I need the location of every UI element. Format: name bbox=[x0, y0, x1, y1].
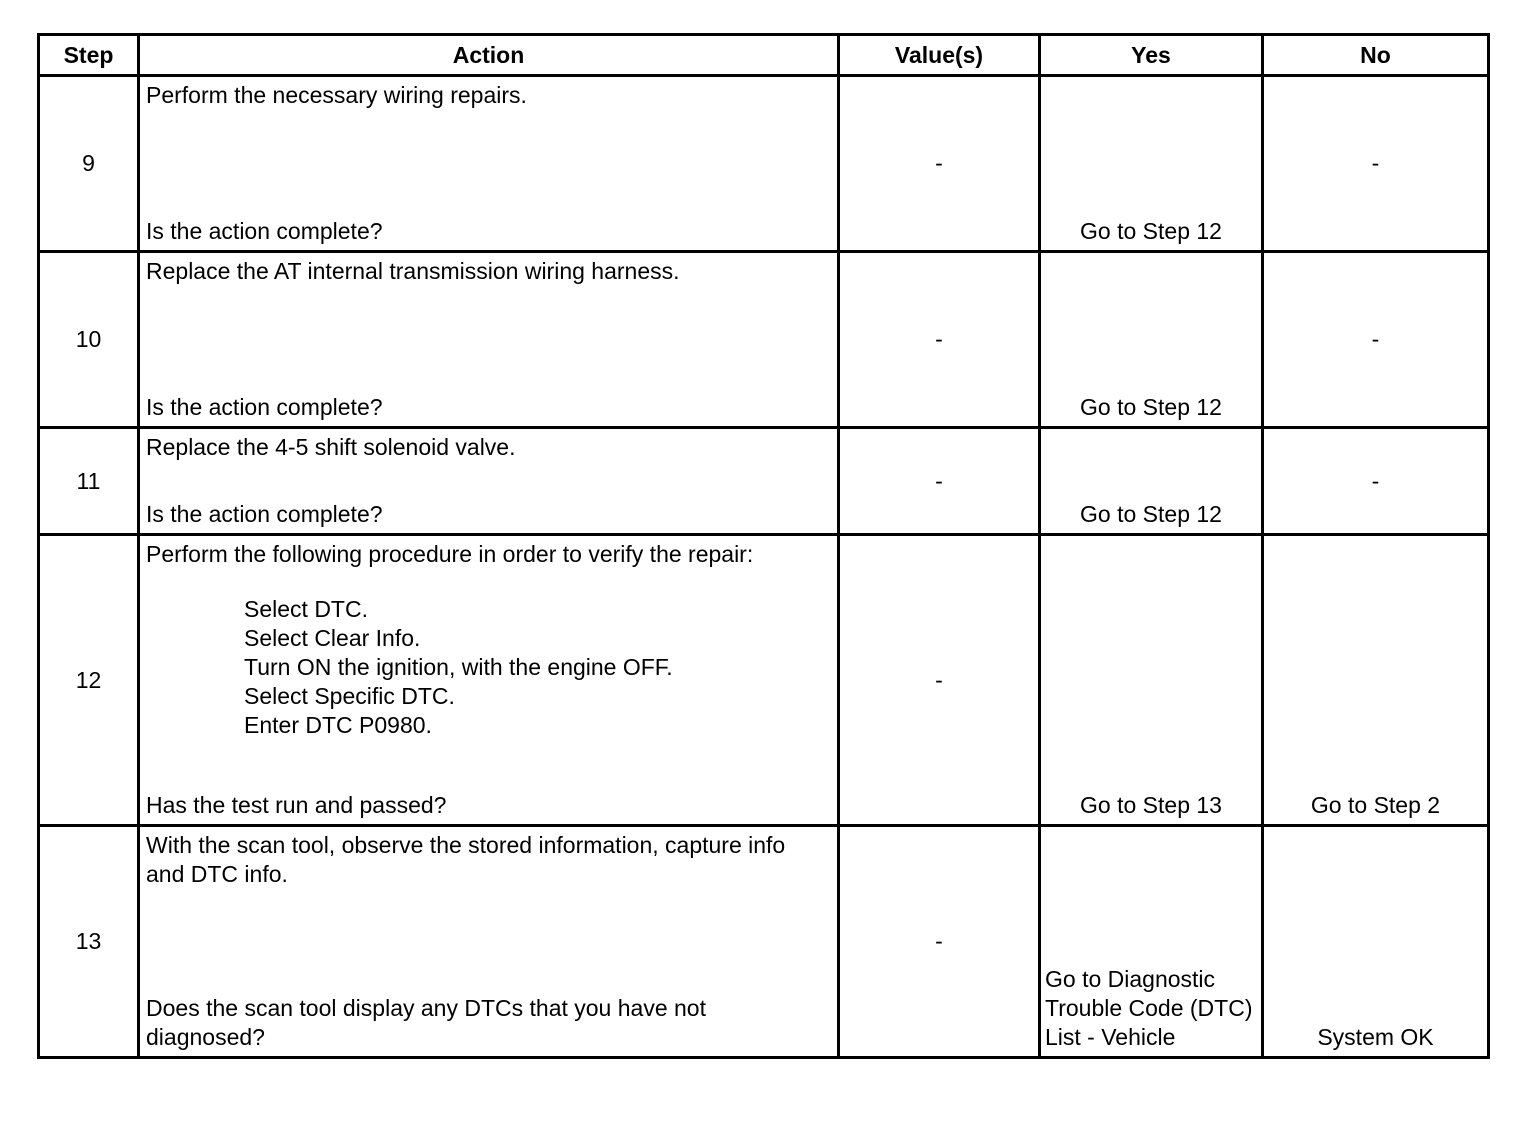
yes-cell-content bbox=[1041, 253, 1261, 426]
action-question: Is the action complete? bbox=[146, 394, 383, 420]
yes-cell bbox=[1040, 252, 1263, 428]
table-body bbox=[39, 76, 1489, 1058]
values-cell: - bbox=[839, 76, 1040, 252]
no-cell: - bbox=[1263, 252, 1489, 428]
step-number: 12 bbox=[39, 535, 139, 826]
yes-cell-content bbox=[1041, 77, 1261, 250]
yes-result: Go to Step 13 bbox=[1080, 792, 1222, 818]
values-cell: - bbox=[839, 428, 1040, 535]
yes-cell-content bbox=[1041, 827, 1261, 1056]
yes-cell bbox=[1040, 535, 1263, 826]
table-row bbox=[39, 535, 1489, 826]
no-cell-content bbox=[1264, 827, 1487, 1056]
yes-result: Go to Step 12 bbox=[1080, 394, 1222, 420]
header-values: Value(s) bbox=[839, 35, 1040, 76]
procedure-step: Select DTC. bbox=[244, 596, 368, 622]
step-number: 9 bbox=[39, 76, 139, 252]
action-content bbox=[140, 253, 837, 426]
step-number: 10 bbox=[39, 252, 139, 428]
no-result: System OK bbox=[1317, 1024, 1434, 1050]
action-cell bbox=[139, 76, 839, 252]
action-instruction: Perform the following procedure in order to verify the repair: bbox=[146, 541, 754, 567]
action-content bbox=[140, 429, 837, 533]
step-number: 11 bbox=[39, 428, 139, 535]
yes-result: Go to Diagnostic Trouble Code (DTC) List - Vehicle bbox=[1045, 966, 1253, 1050]
header-no: No bbox=[1263, 35, 1489, 76]
action-content bbox=[140, 827, 837, 1056]
header-yes: Yes bbox=[1040, 35, 1263, 76]
procedure-list bbox=[244, 595, 831, 740]
action-cell bbox=[139, 428, 839, 535]
no-cell-content bbox=[1264, 536, 1487, 824]
action-question: Is the action complete? bbox=[146, 218, 383, 244]
values-cell: - bbox=[839, 252, 1040, 428]
header-row bbox=[39, 35, 1489, 76]
procedure-step: Select Clear Info. bbox=[244, 625, 421, 651]
values-cell: - bbox=[839, 826, 1040, 1058]
action-instruction: Replace the 4-5 shift solenoid valve. bbox=[146, 434, 516, 460]
no-cell: - bbox=[1263, 428, 1489, 535]
no-cell bbox=[1263, 535, 1489, 826]
action-question: Does the scan tool display any DTCs that you have not diagnosed? bbox=[146, 995, 706, 1050]
procedure-step: Select Specific DTC. bbox=[244, 683, 455, 709]
action-cell bbox=[139, 535, 839, 826]
no-cell: - bbox=[1263, 76, 1489, 252]
yes-cell bbox=[1040, 428, 1263, 535]
yes-result: Go to Step 12 bbox=[1080, 218, 1222, 244]
header-action: Action bbox=[139, 35, 839, 76]
yes-cell-content bbox=[1041, 429, 1261, 533]
no-cell bbox=[1263, 826, 1489, 1058]
procedure-step: Enter DTC P0980. bbox=[244, 712, 432, 738]
action-instruction: With the scan tool, observe the stored information, capture info and DTC info. bbox=[146, 832, 786, 887]
table-row bbox=[39, 428, 1489, 535]
action-content bbox=[140, 536, 837, 824]
no-result: Go to Step 2 bbox=[1310, 792, 1441, 818]
action-cell bbox=[139, 826, 839, 1058]
yes-cell-content bbox=[1041, 536, 1261, 824]
table-header bbox=[39, 35, 1489, 76]
table-row bbox=[39, 252, 1489, 428]
action-instruction: Perform the necessary wiring repairs. bbox=[146, 82, 527, 108]
table-row bbox=[39, 76, 1489, 252]
yes-cell bbox=[1040, 826, 1263, 1058]
header-step: Step bbox=[39, 35, 139, 76]
action-question: Is the action complete? bbox=[146, 501, 383, 527]
step-number: 13 bbox=[39, 826, 139, 1058]
action-instruction: Replace the AT internal transmission wiring harness. bbox=[146, 258, 680, 284]
diagnostic-table bbox=[37, 33, 1490, 1059]
yes-cell bbox=[1040, 76, 1263, 252]
table-row bbox=[39, 826, 1489, 1058]
action-cell bbox=[139, 252, 839, 428]
yes-result: Go to Step 12 bbox=[1080, 501, 1222, 527]
action-content bbox=[140, 77, 837, 250]
procedure-step: Turn ON the ignition, with the engine OFF. bbox=[244, 654, 673, 680]
values-cell: - bbox=[839, 535, 1040, 826]
action-question: Has the test run and passed? bbox=[146, 792, 447, 818]
